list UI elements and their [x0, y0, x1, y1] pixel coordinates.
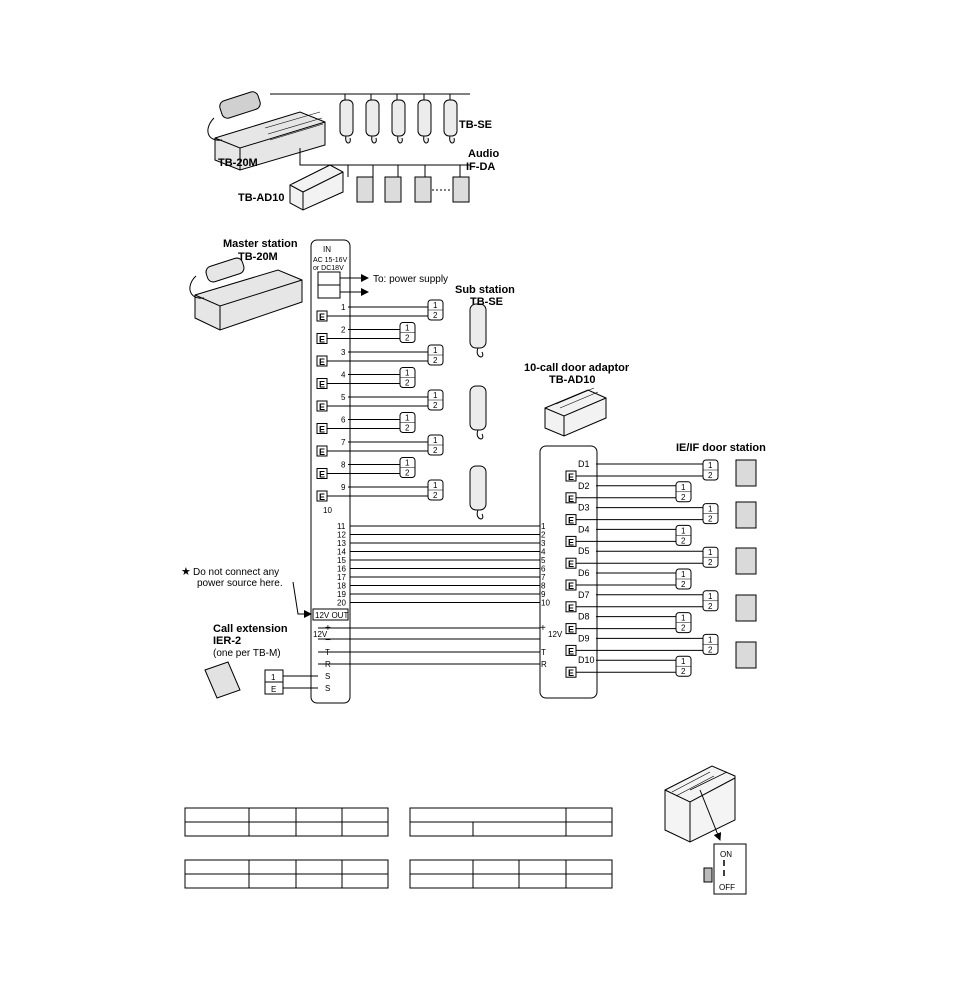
sub-e-box-1-text: E: [319, 312, 326, 322]
door-station-box-D8-one: 1: [681, 613, 686, 623]
door-output-D10: D10: [578, 655, 595, 666]
door-e-box-D2-text: E: [568, 493, 575, 504]
door-e-box-D9-text: E: [568, 646, 575, 657]
sub-station-icons: [340, 100, 457, 143]
door-terminal-14: 14: [337, 547, 346, 557]
ext-one-label: 1: [271, 673, 276, 682]
door-output-D1: D1: [578, 459, 590, 469]
sub-station-box-9-one: 1: [433, 481, 438, 490]
adaptor-input-3: 3: [541, 539, 546, 548]
sub-station-box-1-one: 1: [433, 301, 438, 310]
door-output-D8: D8: [578, 611, 590, 622]
door-terminal-17: 17: [337, 573, 346, 582]
wiring-door-station-icons: [736, 460, 756, 668]
master-title-2: TB-20M: [238, 251, 278, 263]
table-bottom-right: [410, 860, 612, 888]
door-station-box-D5-two: 2: [708, 558, 713, 568]
door-e-box-D3-text: E: [568, 515, 575, 526]
extension-title-1: Call extension: [213, 623, 288, 635]
sub-terminal-9: 9: [341, 483, 346, 492]
sub-terminal-8: 8: [341, 460, 346, 470]
wiring-master-station-icon: [190, 257, 302, 330]
adaptor-input-9: 9: [541, 590, 546, 599]
sub-station-box-4-two: 2: [405, 378, 410, 388]
adaptor-r-label: R: [541, 660, 547, 669]
door-station-box-D7-two: 2: [708, 601, 713, 611]
adaptor-icon: [290, 165, 343, 210]
door-station-box-D10-two: 2: [681, 667, 686, 677]
door-e-box-D8-text: E: [568, 624, 575, 635]
extension-title-2: IER-2: [213, 635, 242, 647]
sub-terminal-4: 4: [341, 370, 346, 380]
sub-station-box-7-two: 2: [433, 446, 438, 455]
door-output-D2: D2: [578, 480, 590, 491]
door-station-box-D5-one: 1: [708, 548, 713, 558]
door-bus-wiring: [337, 522, 550, 608]
door-station-box-D4-one: 1: [681, 526, 686, 536]
sub-station-box-9-two: 2: [433, 491, 438, 500]
door-terminal-11: 11: [337, 522, 346, 531]
sub-station-box-3-two: 2: [433, 356, 438, 365]
sub-station-box-7-one: 1: [433, 436, 438, 445]
overview-sub-label: TB-SE: [459, 119, 492, 131]
sub-e-box-6-text: E: [319, 424, 326, 435]
switch-illustration: [665, 766, 746, 894]
overview-master-label: TB-20M: [218, 157, 258, 169]
sub-terminal-7: 7: [341, 438, 346, 447]
door-e-box-D10-text: E: [568, 668, 575, 679]
warning-star: ★: [181, 566, 191, 578]
door-output-D4: D4: [578, 524, 590, 535]
switch-on-label: ON: [720, 850, 732, 859]
sub-station-box-4-one: 1: [405, 368, 410, 378]
adaptor-title-2: TB-AD10: [549, 374, 596, 386]
door-output-D5: D5: [578, 546, 590, 557]
sub-e-box-5-text: E: [319, 402, 326, 412]
sub-title-2: TB-SE: [470, 296, 503, 308]
s1-label: S: [325, 672, 331, 681]
door-station-box-D3-one: 1: [708, 504, 713, 514]
blank-tables: [185, 808, 612, 888]
door-e-box-D1-text: E: [568, 472, 575, 482]
door-title: IE/IF door station: [676, 442, 766, 454]
table-top-left: [185, 808, 388, 836]
sub-e-box-7-text: E: [319, 447, 326, 457]
sub-station-box-6-two: 2: [405, 423, 410, 433]
sub-station-box-8-two: 2: [405, 468, 410, 478]
sub-station-box-3-one: 1: [433, 346, 438, 355]
adaptor-input-1: 1: [541, 522, 546, 531]
overview-adaptor-label: TB-AD10: [238, 192, 285, 204]
warning-line-1: Do not connect any: [193, 567, 280, 578]
overview-audio-label-1: Audio: [468, 148, 500, 160]
table-top-right: [410, 808, 612, 836]
door-station-box-D1-one: 1: [708, 461, 713, 470]
door-station-box-D3-two: 2: [708, 514, 713, 524]
sub-station-box-6-one: 1: [405, 413, 410, 423]
r-label: R: [325, 660, 331, 669]
door-output-D7: D7: [578, 589, 590, 600]
sub-terminal-2: 2: [341, 325, 346, 335]
overview-audio-label-2: IF-DA: [466, 161, 496, 173]
door-station-box-D4-two: 2: [681, 536, 686, 546]
door-e-box-D4-text: E: [568, 537, 575, 548]
table-bottom-left: [185, 860, 388, 888]
sub-station-box-5-two: 2: [433, 401, 438, 410]
t-label: T: [325, 648, 330, 657]
door-terminal-12: 12: [337, 530, 346, 540]
sub-terminal-3: 3: [341, 348, 346, 357]
adaptor-input-4: 4: [541, 547, 546, 557]
sub-terminal-5: 5: [341, 393, 346, 402]
adaptor-input-5: 5: [541, 556, 546, 565]
door-terminal-13: 13: [337, 539, 346, 548]
door-station-icons: [357, 177, 469, 202]
door-terminal-18: 18: [337, 581, 346, 591]
sub-e-box-2-text: E: [319, 334, 326, 345]
door-output-D6: D6: [578, 568, 590, 578]
door-station-box-D7-one: 1: [708, 591, 713, 601]
plus-label: +: [325, 623, 331, 634]
sub-title-1: Sub station: [455, 284, 515, 296]
wiring-adaptor-icon: [545, 388, 606, 436]
door-output-D9: D9: [578, 633, 590, 644]
door-output-D3: D3: [578, 502, 590, 513]
sub-station-box-8-one: 1: [405, 458, 410, 468]
call-extension-icon: [205, 662, 240, 698]
door-e-box-D7-text: E: [568, 602, 575, 613]
sub-terminal-1: 1: [341, 303, 346, 312]
adaptor-input-2: 2: [541, 530, 546, 540]
ac-label: AC 15-16V: [313, 257, 348, 264]
in-label: IN: [323, 245, 331, 254]
dc-label: or DC18V: [313, 265, 344, 272]
door-terminal-15: 15: [337, 556, 346, 565]
minus-label: −: [325, 635, 331, 646]
sub-e-box-4-text: E: [319, 379, 326, 390]
door-station-box-D6-two: 2: [681, 580, 686, 589]
sub-station-box-5-one: 1: [433, 391, 438, 400]
v12-label: 12V: [313, 630, 328, 639]
door-station-box-D1-two: 2: [708, 471, 713, 480]
adaptor-v12-label: 12V: [548, 630, 563, 639]
sub-station-box-2-two: 2: [405, 333, 410, 343]
warning-line-2: power source here.: [197, 578, 283, 589]
door-e-box-D6-text: E: [568, 581, 575, 591]
out-12v-label: 12V OUT: [315, 611, 349, 620]
door-station-box-D2-two: 2: [681, 492, 686, 502]
sub-e-box-8-text: E: [319, 469, 326, 480]
power-note: To: power supply: [373, 274, 449, 285]
sub-terminal-6: 6: [341, 415, 346, 425]
sub-station-box-2-one: 1: [405, 323, 410, 333]
master-title-1: Master station: [223, 238, 298, 250]
s2-label: S: [325, 684, 331, 693]
door-station-box-D10-one: 1: [681, 657, 686, 667]
adaptor-input-8: 8: [541, 581, 546, 591]
adaptor-input-10: 10: [541, 598, 550, 608]
door-station-box-D2-one: 1: [681, 482, 686, 492]
adaptor-t-label: T: [541, 648, 546, 657]
ext-e-label: E: [271, 685, 277, 694]
adaptor-title-1: 10-call door adaptor: [524, 362, 630, 374]
sub-station-box-1-two: 2: [433, 311, 438, 320]
door-station-box-D8-two: 2: [681, 623, 686, 633]
adaptor-plus-label: +: [540, 623, 546, 634]
switch-off-label: OFF: [719, 883, 735, 892]
door-terminal-16: 16: [337, 564, 346, 574]
door-terminal-20: 20: [337, 598, 346, 608]
sub-e-box-3-text: E: [319, 357, 326, 367]
wiring-sub-station-icons: [470, 304, 486, 519]
adaptor-input-6: 6: [541, 564, 546, 574]
adaptor-input-7: 7: [541, 573, 546, 582]
extension-title-3: (one per TB-M): [213, 648, 281, 659]
sub-e-box-9-text: E: [319, 492, 326, 502]
terminal-10: 10: [323, 506, 332, 515]
door-station-box-D6-one: 1: [681, 570, 686, 579]
door-terminal-19: 19: [337, 590, 346, 599]
door-station-box-D9-one: 1: [708, 635, 713, 645]
door-station-box-D9-two: 2: [708, 645, 713, 655]
door-e-box-D5-text: E: [568, 559, 575, 570]
